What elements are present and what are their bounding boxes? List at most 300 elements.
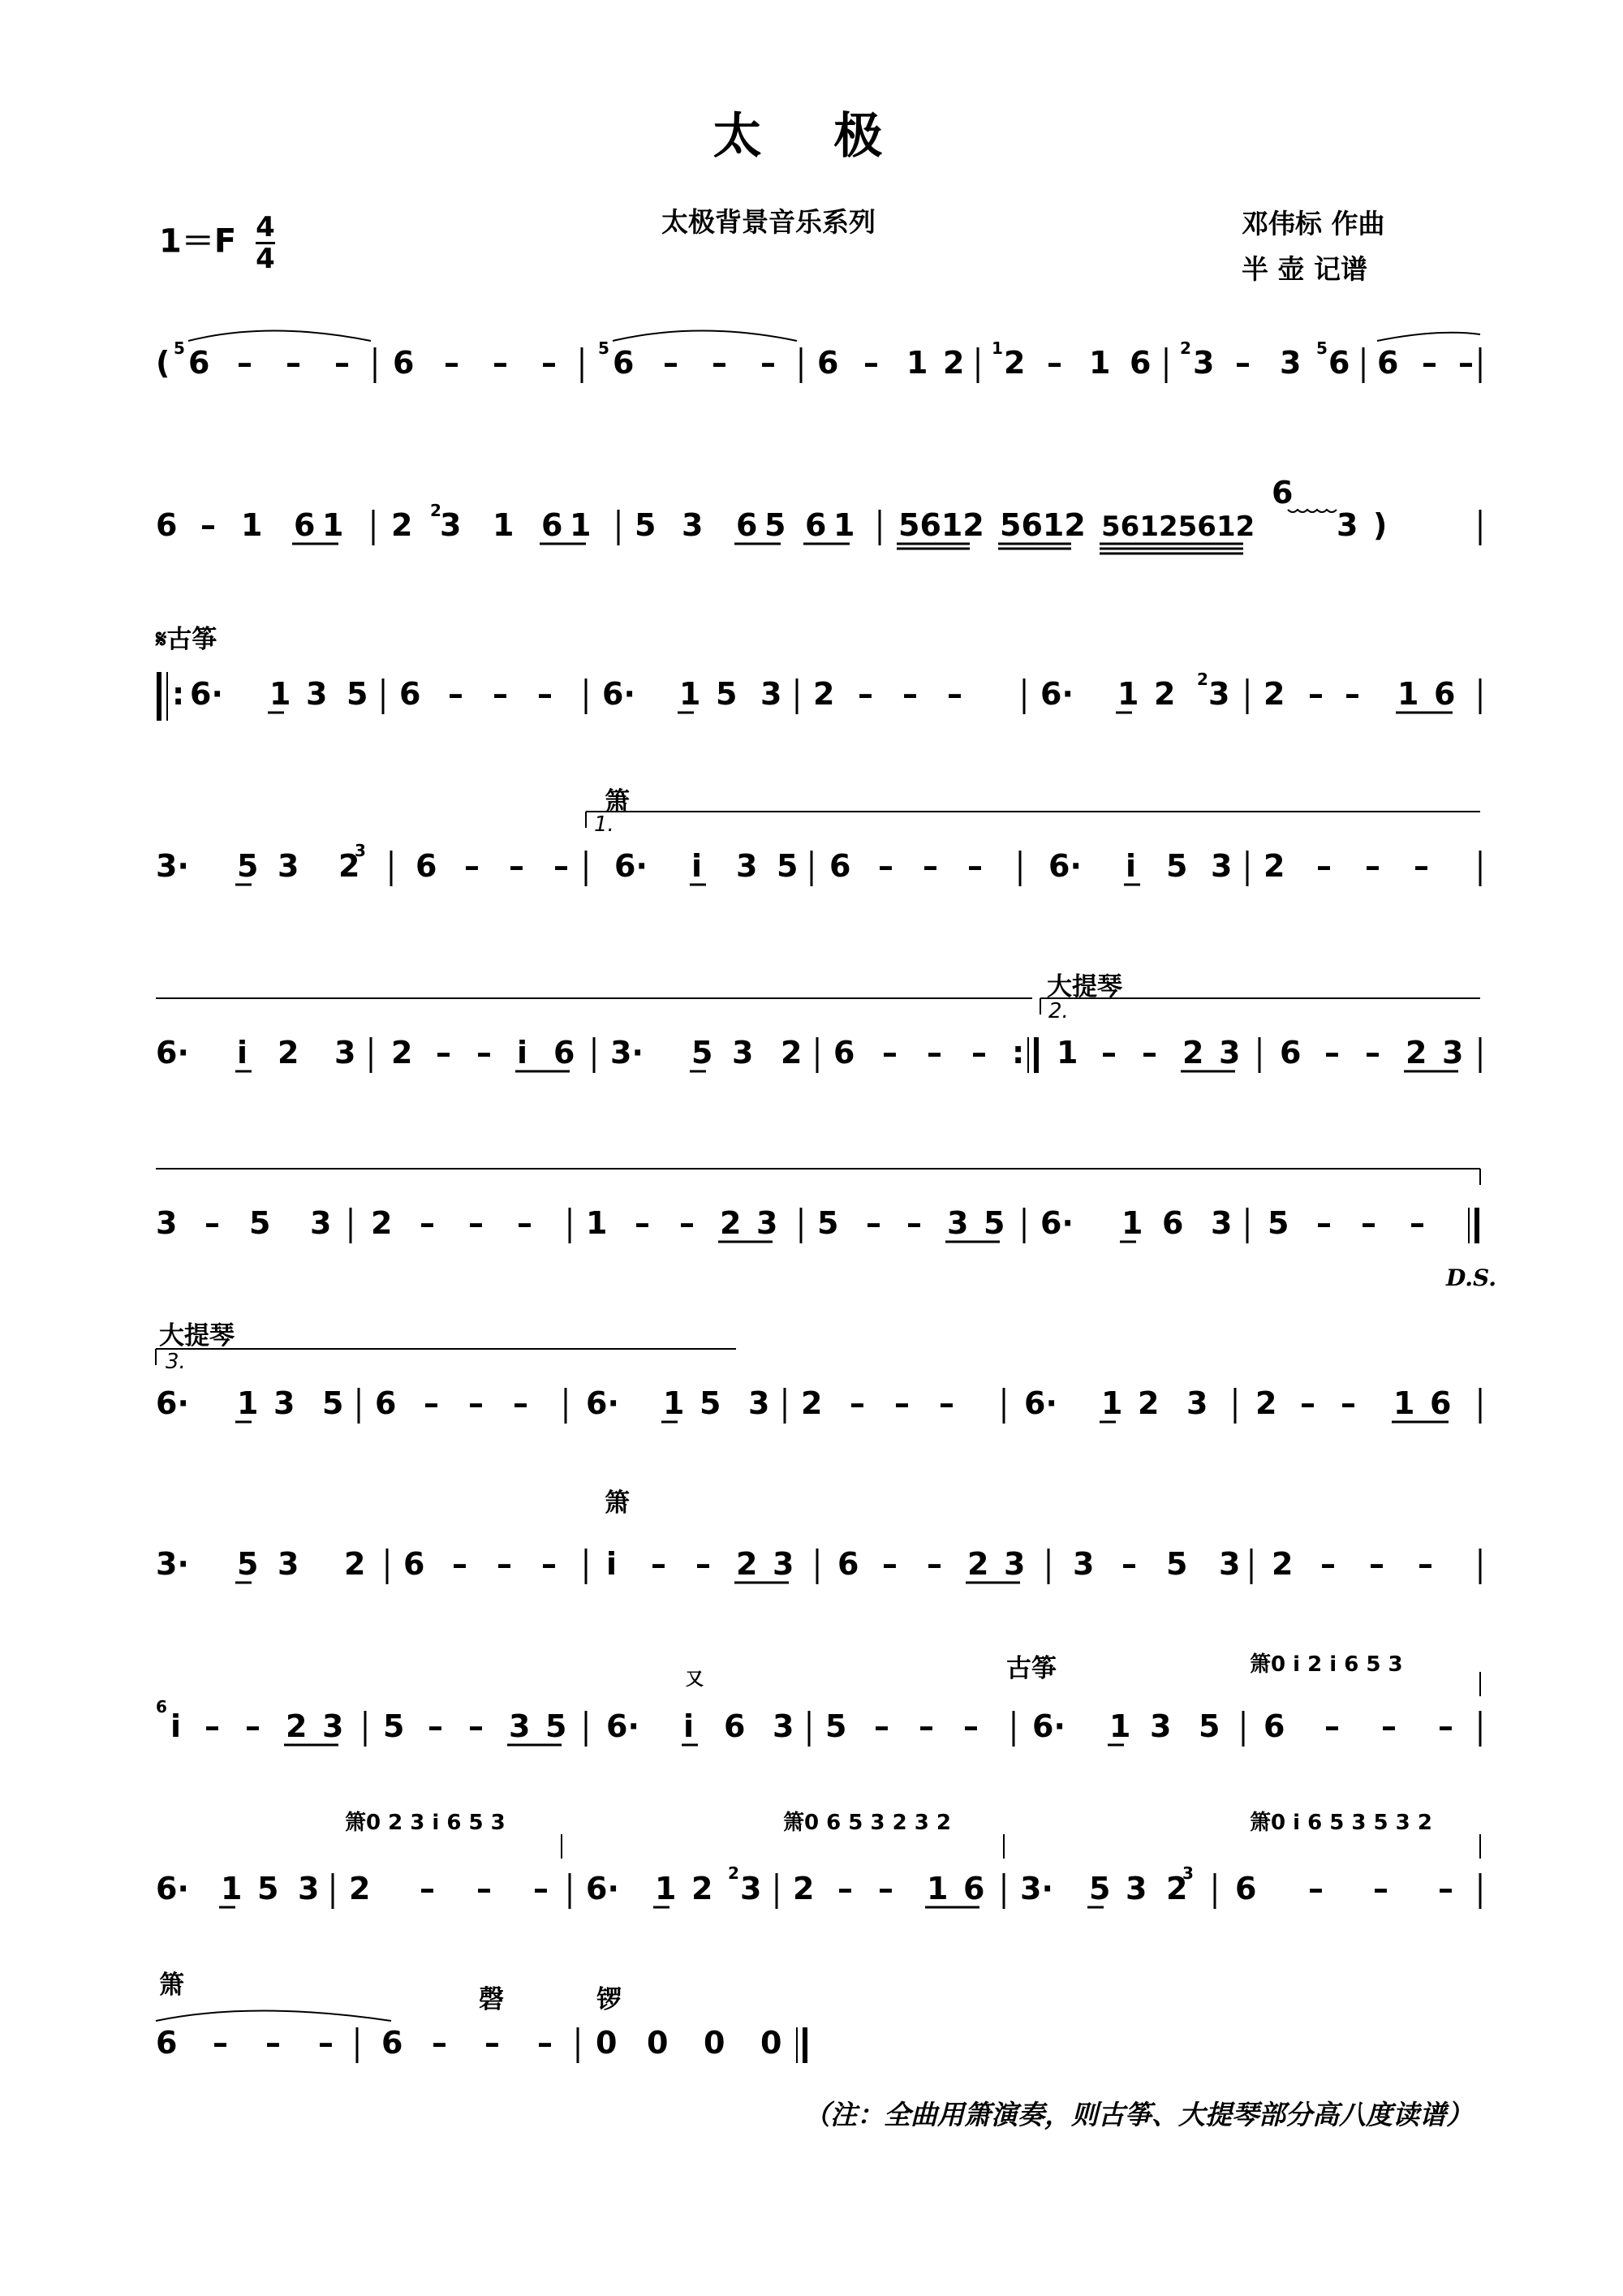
svg-text:6: 6 (613, 345, 635, 381)
footnote: （注：全曲用箫演奏，则古筝、大提琴部分高八度读谱） (803, 2099, 1473, 2130)
svg-text:6: 6 (837, 1546, 859, 1582)
svg-text:1: 1 (992, 338, 1003, 358)
svg-text:3: 3 (156, 1205, 178, 1241)
svg-text:3: 3 (732, 1035, 754, 1070)
key-text: 1＝F (159, 222, 237, 261)
svg-text:6: 6 (375, 1385, 397, 1421)
svg-text:–: – (286, 345, 301, 381)
svg-text:2: 2 (1004, 345, 1026, 381)
svg-text:0: 0 (647, 2025, 669, 2061)
svg-text:2: 2 (736, 1546, 758, 1582)
svg-text:3·: 3· (1020, 1871, 1053, 1906)
svg-text:6: 6 (724, 1708, 746, 1744)
svg-text:0: 0 (596, 2025, 618, 2061)
svg-text:–: – (428, 1708, 443, 1744)
svg-text:–: – (1422, 345, 1437, 381)
svg-text:–: – (1414, 848, 1429, 884)
volta-2: 2. (1048, 999, 1069, 1023)
svg-text:2: 2 (286, 1708, 308, 1744)
svg-text:1: 1 (679, 676, 701, 712)
svg-text:i: i (237, 1035, 248, 1070)
svg-text:–: – (1324, 1708, 1340, 1744)
svg-text:1: 1 (927, 1871, 949, 1906)
svg-text:–: – (1369, 1546, 1384, 1582)
svg-text:–: – (468, 1708, 484, 1744)
svg-text:i: i (683, 1708, 695, 1744)
score-row-intro-1 (156, 325, 1480, 398)
svg-text:3: 3 (278, 848, 299, 884)
svg-text:–: – (760, 345, 776, 381)
svg-text:6: 6 (736, 507, 758, 543)
svg-text:–: – (947, 676, 962, 712)
svg-text:3·: 3· (610, 1035, 644, 1070)
svg-text:–: – (1308, 676, 1324, 712)
svg-text:1: 1 (322, 507, 344, 543)
svg-text:–: – (663, 345, 678, 381)
svg-text:2: 2 (720, 1205, 742, 1241)
svg-text:i: i (606, 1546, 618, 1582)
svg-text:6·: 6· (1024, 1385, 1057, 1421)
svg-text:1: 1 (1109, 1708, 1131, 1744)
svg-text:2: 2 (1166, 1871, 1188, 1906)
svg-text:): ) (1373, 507, 1388, 543)
svg-text:–: – (863, 345, 879, 381)
svg-text:5: 5 (257, 1871, 279, 1906)
svg-text:3: 3 (1442, 1035, 1464, 1070)
glissando (1288, 510, 1337, 512)
svg-text:6: 6 (393, 345, 415, 381)
svg-text:1: 1 (237, 1385, 259, 1421)
svg-text:3: 3 (306, 676, 328, 712)
time-signature (256, 213, 275, 274)
svg-text:6·: 6· (1040, 676, 1074, 712)
svg-text:–: – (213, 2025, 228, 2061)
svg-text:1: 1 (241, 507, 263, 543)
svg-text:–: – (635, 1205, 650, 1241)
svg-text:5: 5 (984, 1205, 1005, 1241)
label-xiao-3: 箫 (159, 1971, 184, 2000)
svg-text:3·: 3· (156, 848, 189, 884)
svg-text:6: 6 (156, 2025, 178, 2061)
svg-text:6·: 6· (614, 848, 648, 884)
svg-text:i: i (517, 1035, 528, 1070)
svg-text:–: – (971, 1035, 987, 1070)
svg-text:–: – (436, 1035, 451, 1070)
svg-text:3: 3 (278, 1546, 299, 1582)
svg-text:6·: 6· (1032, 1708, 1065, 1744)
svg-text:–: – (919, 1708, 934, 1744)
svg-text:3: 3 (740, 1871, 762, 1906)
svg-text:–: – (874, 1708, 889, 1744)
svg-text:3: 3 (1193, 345, 1215, 381)
score-row-coda-1 (156, 1349, 1480, 1422)
svg-text:–: – (679, 1205, 695, 1241)
svg-text:0: 0 (704, 2025, 725, 2061)
svg-text:2: 2 (1182, 1035, 1204, 1070)
svg-text:5: 5 (1199, 1708, 1220, 1744)
svg-text:–: – (200, 507, 216, 543)
svg-text:–: – (882, 1546, 898, 1582)
xiao-fill-1: 箫0 i 2 i 6 5 3 (1250, 1652, 1403, 1677)
svg-text:–: – (1142, 1035, 1157, 1070)
svg-text:2: 2 (371, 1205, 393, 1241)
svg-text:3: 3 (509, 1708, 531, 1744)
svg-text:6: 6 (1430, 1385, 1452, 1421)
svg-text:–: – (484, 2025, 500, 2061)
svg-text:6·: 6· (586, 1871, 619, 1906)
svg-text:–: – (1235, 345, 1251, 381)
score-row-coda-4 (156, 1834, 1480, 1907)
svg-text:2: 2 (1138, 1385, 1160, 1421)
svg-text:–: – (1458, 345, 1474, 381)
volta-1: 1. (594, 812, 614, 837)
svg-text:3: 3 (947, 1205, 969, 1241)
svg-text:–: – (1361, 1205, 1376, 1241)
svg-text:–: – (204, 1205, 220, 1241)
svg-text:–: – (1373, 1871, 1388, 1906)
score-row-coda-2 (156, 1510, 1480, 1583)
svg-text:–: – (906, 1205, 922, 1241)
svg-text:6: 6 (963, 1871, 985, 1906)
svg-text:6: 6 (541, 507, 563, 543)
svg-text:6: 6 (1280, 1035, 1302, 1070)
svg-text:56125612: 56125612 (1101, 510, 1255, 543)
svg-text:6·: 6· (586, 1385, 619, 1421)
svg-text:5: 5 (347, 676, 368, 712)
svg-text:3: 3 (736, 848, 758, 884)
svg-text:5: 5 (700, 1385, 721, 1421)
svg-text:6: 6 (381, 2025, 403, 2061)
xiao-fill-4: 箫0 i 6 5 3 5 3 2 (1250, 1811, 1432, 1835)
series-subtitle: 太极背景音乐系列 (661, 206, 876, 238)
svg-text:3: 3 (1073, 1546, 1095, 1582)
svg-text:6: 6 (156, 1697, 167, 1717)
svg-text:2: 2 (278, 1035, 299, 1070)
svg-text:3: 3 (440, 507, 462, 543)
svg-text:–: – (712, 345, 727, 381)
svg-text:3: 3 (1004, 1546, 1026, 1582)
svg-text:1: 1 (833, 507, 855, 543)
svg-text:–: – (866, 1205, 881, 1241)
xiao-fill-3: 箫0 6 5 3 2 3 2 (783, 1811, 951, 1835)
svg-text:–: – (850, 1385, 865, 1421)
svg-text:–: – (963, 1708, 979, 1744)
svg-text:3: 3 (1182, 1863, 1194, 1883)
svg-text:6·: 6· (190, 676, 223, 712)
svg-text:–: – (533, 1871, 549, 1906)
svg-text:–: – (424, 1385, 439, 1421)
svg-text:–: – (695, 1546, 711, 1582)
svg-text:3: 3 (682, 507, 704, 543)
svg-text:–: – (927, 1546, 942, 1582)
label-xiao-1: 箫 (605, 787, 630, 816)
svg-text:6: 6 (156, 507, 178, 543)
score-row-theme-3 (156, 998, 1480, 1071)
svg-text:2: 2 (1264, 676, 1285, 712)
svg-text:–: – (468, 1205, 484, 1241)
svg-text:1: 1 (493, 507, 514, 543)
score-row-coda-5 (156, 2005, 1480, 2078)
svg-text:–: – (513, 1385, 528, 1421)
svg-text:1: 1 (906, 345, 928, 381)
svg-text:6: 6 (553, 1035, 575, 1070)
svg-text:–: – (509, 848, 524, 884)
xiao-fill-2: 箫0 2 3 i 6 5 3 (345, 1811, 506, 1835)
svg-text:–: – (464, 848, 480, 884)
svg-text:1: 1 (1117, 676, 1139, 712)
svg-text:1: 1 (1101, 1385, 1123, 1421)
tie (156, 2011, 391, 2022)
svg-text:2: 2 (691, 1871, 713, 1906)
svg-text:–: – (476, 1035, 492, 1070)
svg-text:6: 6 (1162, 1205, 1184, 1241)
svg-text:–: – (537, 676, 553, 712)
score-svg-intro-1 (156, 325, 1480, 398)
svg-text:–: – (1308, 1871, 1324, 1906)
svg-text:2: 2 (338, 848, 360, 884)
svg-text:6: 6 (1272, 475, 1294, 510)
svg-text:–: – (1324, 1035, 1340, 1070)
svg-text:5612: 5612 (1000, 507, 1086, 543)
svg-text:1: 1 (1397, 676, 1419, 712)
svg-text:2: 2 (728, 1863, 739, 1883)
svg-text:2: 2 (801, 1385, 823, 1421)
svg-text:5612: 5612 (898, 507, 984, 543)
svg-text:6: 6 (294, 507, 316, 543)
svg-text:6: 6 (1235, 1871, 1257, 1906)
svg-text:–: – (1101, 1035, 1117, 1070)
svg-text:2: 2 (781, 1035, 803, 1070)
svg-text:–: – (1381, 1708, 1397, 1744)
svg-text:6: 6 (1130, 345, 1152, 381)
svg-text:–: – (1438, 1708, 1453, 1744)
svg-text:5: 5 (322, 1385, 344, 1421)
svg-text:–: – (878, 1871, 893, 1906)
svg-text:–: – (882, 1035, 898, 1070)
svg-text:6: 6 (1264, 1708, 1285, 1744)
svg-text:3: 3 (1186, 1385, 1208, 1421)
svg-text:3: 3 (773, 1546, 794, 1582)
svg-text:–: – (541, 1546, 557, 1582)
svg-text:–: – (1320, 1546, 1336, 1582)
svg-text:i: i (170, 1708, 182, 1744)
svg-text:2: 2 (1154, 676, 1176, 712)
svg-text:3: 3 (298, 1871, 320, 1906)
svg-text:–: – (468, 1385, 484, 1421)
svg-text:–: – (541, 345, 557, 381)
open-paren: ( (156, 345, 170, 381)
svg-text:3: 3 (1219, 1546, 1241, 1582)
svg-text:2: 2 (1264, 848, 1285, 884)
svg-text:–: – (837, 1871, 853, 1906)
svg-text:–: – (967, 848, 983, 884)
slur (613, 331, 797, 342)
svg-text:3: 3 (756, 1205, 778, 1241)
score-row-intro-2 (156, 475, 1480, 560)
svg-text:3: 3 (1337, 507, 1358, 543)
svg-text:–: – (420, 1205, 435, 1241)
svg-text:5: 5 (635, 507, 657, 543)
svg-text:–: – (537, 2025, 553, 2061)
credits (1242, 201, 1385, 292)
key-signature (159, 213, 275, 274)
svg-text:2: 2 (967, 1546, 989, 1582)
label-xiao-2: 箫 (605, 1488, 630, 1518)
svg-text:5: 5 (716, 676, 738, 712)
svg-text:5: 5 (691, 1035, 713, 1070)
svg-text:3: 3 (310, 1205, 332, 1241)
svg-text:6·: 6· (1048, 848, 1082, 884)
label-guzheng (156, 618, 217, 655)
svg-text:6·: 6· (606, 1708, 639, 1744)
svg-text:3: 3 (760, 676, 782, 712)
label-luo: 锣 (596, 1985, 622, 2014)
svg-text:3: 3 (322, 1708, 344, 1744)
svg-text:–: – (318, 2025, 334, 2061)
guzheng-label: 古筝 (166, 625, 217, 654)
score-row-theme-2 (156, 812, 1480, 885)
svg-text:–: – (1365, 848, 1380, 884)
svg-text:–: – (894, 1385, 910, 1421)
svg-text:–: – (265, 2025, 281, 2061)
svg-text:1: 1 (269, 676, 291, 712)
svg-text:2: 2 (793, 1871, 815, 1906)
svg-text:6: 6 (833, 1035, 855, 1070)
svg-text:6·: 6· (156, 1385, 189, 1421)
svg-text:i: i (1126, 848, 1137, 884)
svg-text:1: 1 (1089, 345, 1111, 381)
svg-text:6·: 6· (602, 676, 635, 712)
svg-text:–: – (452, 1546, 467, 1582)
svg-text:5: 5 (249, 1205, 271, 1241)
svg-text:1: 1 (1393, 1385, 1415, 1421)
svg-text:5: 5 (825, 1708, 847, 1744)
transcriber: 半 壶 记谱 (1242, 253, 1367, 285)
score-row-theme-4 (156, 1169, 1480, 1242)
composer: 邓伟标 作曲 (1242, 208, 1385, 239)
svg-text:–: – (432, 2025, 447, 2061)
svg-text:6: 6 (1377, 345, 1399, 381)
svg-text:3: 3 (748, 1385, 770, 1421)
svg-text:2: 2 (1197, 670, 1208, 689)
svg-text:5: 5 (777, 848, 799, 884)
svg-text:3: 3 (1280, 345, 1302, 381)
svg-text:1: 1 (655, 1871, 677, 1906)
slur (1377, 333, 1480, 341)
time-signature-bottom: 4 (256, 243, 275, 275)
svg-text:–: – (878, 848, 893, 884)
svg-text:–: – (1418, 1546, 1433, 1582)
svg-text:0: 0 (760, 2025, 782, 2061)
svg-text:2: 2 (1180, 338, 1191, 358)
svg-text:6: 6 (1434, 676, 1456, 712)
svg-text:3: 3 (1150, 1708, 1172, 1744)
svg-text:3: 3 (1219, 1035, 1241, 1070)
time-signature-top: 4 (256, 211, 275, 243)
svg-text:6: 6 (1328, 345, 1350, 381)
svg-text:–: – (493, 345, 508, 381)
svg-text:3: 3 (1211, 1205, 1233, 1241)
svg-text:–: – (1316, 848, 1332, 884)
svg-text:2: 2 (344, 1546, 366, 1582)
label-viola-2: 大提琴 (159, 1321, 235, 1350)
svg-text:3: 3 (1126, 1871, 1147, 1906)
svg-text::: : (1012, 1035, 1025, 1070)
svg-text:–: – (858, 676, 873, 712)
svg-text:5: 5 (764, 507, 786, 543)
svg-text:2: 2 (1406, 1035, 1427, 1070)
svg-text:2: 2 (349, 1871, 371, 1906)
svg-text:–: – (1316, 1205, 1332, 1241)
label-guzheng-2: 古筝 (1006, 1654, 1057, 1683)
score-row-theme-1 (156, 656, 1480, 729)
svg-text:6: 6 (415, 848, 437, 884)
svg-text:–: – (493, 676, 508, 712)
svg-text:5: 5 (237, 848, 259, 884)
note: 6 (188, 345, 210, 381)
svg-text:6·: 6· (156, 1035, 189, 1070)
svg-text:–: – (334, 345, 350, 381)
svg-text:6: 6 (829, 848, 851, 884)
svg-text:3: 3 (334, 1035, 356, 1070)
svg-text:–: – (1341, 1385, 1356, 1421)
svg-text:6·: 6· (156, 1871, 189, 1906)
svg-text:5: 5 (545, 1708, 567, 1744)
svg-text:5: 5 (1089, 1871, 1111, 1906)
svg-text:–: – (553, 848, 569, 884)
volta-3: 3. (166, 1350, 186, 1374)
svg-text:–: – (517, 1205, 532, 1241)
svg-text:3: 3 (1211, 848, 1233, 884)
svg-text:1: 1 (586, 1205, 608, 1241)
svg-text:–: – (497, 1546, 512, 1582)
svg-text:–: – (444, 345, 459, 381)
svg-text:i: i (691, 848, 703, 884)
svg-text:–: – (1345, 676, 1360, 712)
svg-text:2: 2 (391, 1035, 413, 1070)
svg-text:6: 6 (805, 507, 827, 543)
svg-text:5: 5 (1316, 338, 1328, 358)
notes-group (156, 331, 1480, 384)
svg-text:–: – (245, 1708, 260, 1744)
svg-text:5: 5 (1268, 1205, 1289, 1241)
label-qing: 磬 (479, 1985, 504, 2014)
segno-sign: 𝄋 (156, 625, 167, 654)
svg-text:3: 3 (1208, 676, 1230, 712)
svg-text:2: 2 (430, 501, 441, 520)
svg-text:1: 1 (1057, 1035, 1078, 1070)
svg-text:–: – (902, 676, 918, 712)
svg-text:–: – (651, 1546, 666, 1582)
svg-text:–: – (939, 1385, 954, 1421)
svg-text:–: – (237, 345, 252, 381)
svg-text:6: 6 (817, 345, 839, 381)
svg-text:–: – (1438, 1871, 1453, 1906)
svg-text:2: 2 (1255, 1385, 1277, 1421)
svg-text:2: 2 (813, 676, 835, 712)
svg-text:–: – (448, 676, 463, 712)
svg-text:–: – (1365, 1035, 1380, 1070)
svg-text:3: 3 (273, 1385, 295, 1421)
svg-text:6: 6 (403, 1546, 425, 1582)
svg-text:5: 5 (237, 1546, 259, 1582)
svg-text:6: 6 (399, 676, 421, 712)
score-svg-intro-2 (156, 475, 1480, 576)
label-viola-1: 大提琴 (1047, 972, 1122, 1002)
svg-text:–: – (1121, 1546, 1137, 1582)
svg-text:1: 1 (221, 1871, 243, 1906)
svg-text:–: – (927, 1035, 942, 1070)
